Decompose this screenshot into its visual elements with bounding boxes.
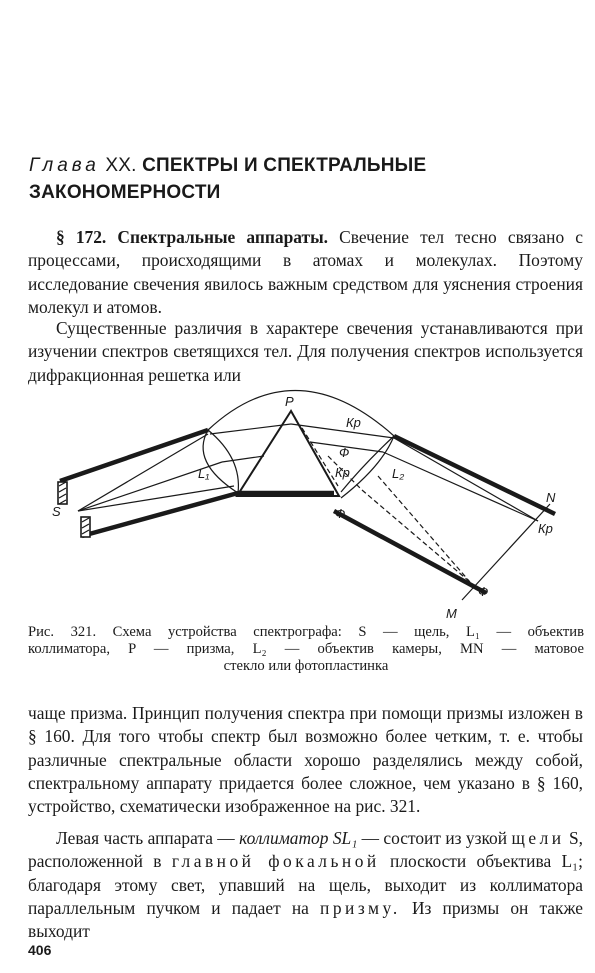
label-N: N <box>546 490 556 505</box>
label-F1: Ф <box>339 445 350 460</box>
chapter-title-line1: СПЕКТРЫ И СПЕКТРАЛЬНЫЕ <box>142 155 427 176</box>
para4-c: S, расположенной в <box>28 828 583 872</box>
figure-caption <box>28 624 584 675</box>
label-Kp-top: Кр <box>346 415 361 430</box>
section-heading: § 172. Спектральные аппараты. <box>56 227 329 247</box>
chapter-number: XX. <box>105 155 137 176</box>
caption-line-1: Рис. 321. Схема устройства спектрографа: S — щель, L₁ — объектив <box>28 624 584 640</box>
paragraph-2-text: Существенные различия в характере свечения устанавливаются при изучении спектров светящихся тел. Для получения спектров используется дифракционная решетка или <box>28 318 583 385</box>
section-paragraph-1 <box>28 226 583 319</box>
body-paragraph-3 <box>28 702 583 818</box>
para4-b: — состоит из узкой <box>357 828 512 848</box>
paragraph-3-text: чаще призма. Принцип получения спектра при помощи призмы изложен в § 160. Для того чтобы спектр был возможно более четким, т. е. чтобы различные спектральные области хорошо разделялись между собой, спектральному аппарату придается более сложное, чем указано в § 160, устройство, схематически изображенное на рис. 321. <box>28 703 583 817</box>
page-number: 406 <box>28 942 52 958</box>
chapter-label: Глава <box>29 155 100 176</box>
label-F2: Ф <box>335 506 346 521</box>
label-S: S <box>52 504 61 519</box>
chapter-heading <box>29 152 569 206</box>
section-paragraph-2 <box>28 317 583 387</box>
label-L2: L₂ <box>392 466 405 481</box>
label-M: M <box>446 606 457 621</box>
para4-focal: главной фокальной <box>171 851 380 872</box>
label-P: P <box>285 394 294 409</box>
paragraph-1-text: Свечение тел тесно связано с процессами, происходящими в атомах и молекулах. Поэтому исследование свечения явилось важным средством для уяснения строения молекул и атомов. <box>28 227 583 317</box>
para4-a: Левая часть аппарата — <box>56 828 240 848</box>
body-paragraph-4 <box>28 827 583 943</box>
label-Kp-inner: Кр <box>335 465 350 480</box>
chapter-title-line2: ЗАКОНОМЕРНОСТИ <box>29 182 221 203</box>
caption-line-2: коллиматора, P — призма, L₂ — объектив камеры, MN — матовое <box>28 641 584 657</box>
label-F-bottom: Ф <box>478 584 489 599</box>
para4-prism: призму. <box>320 897 401 918</box>
para4-slit: щели <box>511 828 565 848</box>
label-L1: L₁ <box>198 466 210 481</box>
para4-e: Из призмы он также выходит <box>28 897 583 942</box>
para4-collimator: коллиматор SL₁ <box>239 828 358 848</box>
para4-d: плоскости объектива L₁; благодаря этому свет, упавший на щель, выходит из коллиматора параллельным пучком и падает на <box>28 851 583 918</box>
caption-line-3: стекло или фотопластинка <box>223 658 389 674</box>
label-Kp-right: Кр <box>538 521 553 536</box>
spectrograph-diagram <box>38 386 595 624</box>
